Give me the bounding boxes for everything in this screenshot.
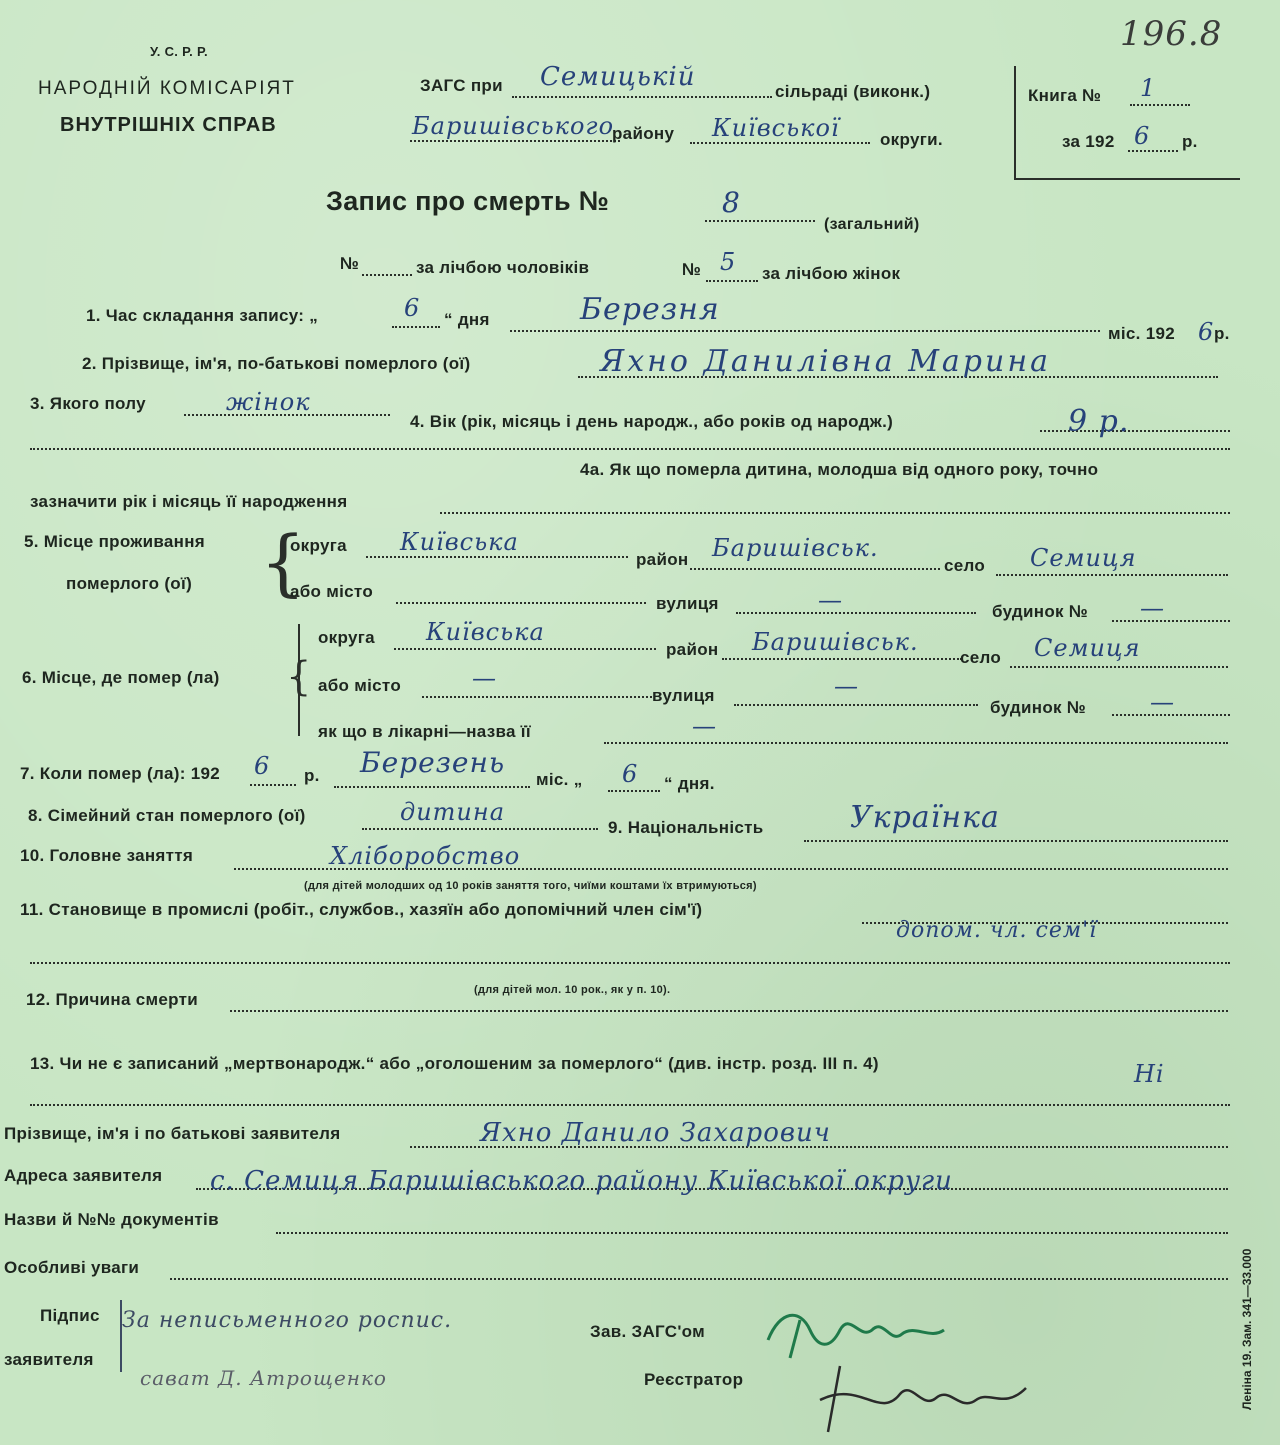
men-prefix: № <box>340 254 360 273</box>
f10-label: 10. Головне заняття <box>20 846 194 865</box>
f2-label: 2. Прізвище, ім'я, по-батькові померлого (ої) <box>82 354 471 373</box>
f1-day: 6 <box>404 294 421 322</box>
okruha-label: округи. <box>880 130 943 149</box>
f5-misto-line <box>396 602 646 604</box>
f7-label: 7. Коли помер (ла): 192 <box>20 764 221 783</box>
f13-line <box>30 1104 1230 1106</box>
women-prefix: № <box>682 260 702 279</box>
f13-value: Ні <box>1134 1060 1165 1088</box>
f4a-line1: 4а. Як що померла дитина, молодша від одного року, точно <box>580 460 1099 479</box>
title-line <box>705 220 815 222</box>
f5-vulytsia: — <box>818 586 843 614</box>
f6-misto-label: або місто <box>318 676 402 695</box>
record-title: Запис про смерть № <box>326 186 610 216</box>
f6-vulytsia-label: вулиця <box>652 686 715 705</box>
women-line <box>706 280 758 282</box>
f6-rayon-line <box>722 658 962 660</box>
address-label: Адреса заявителя <box>4 1166 163 1185</box>
f6-vulytsia-line <box>734 704 978 706</box>
applicant-sign-stroke <box>120 1300 122 1372</box>
f5-selo: Семиця <box>1030 544 1137 572</box>
okruha-line <box>690 142 870 144</box>
f5-label1: 5. Місце проживання <box>24 532 206 551</box>
commissariat-line2: ВНУТРІШНІХ СПРАВ <box>60 114 277 136</box>
f5-brace: { <box>260 520 306 604</box>
district-value: Баришівського <box>412 112 615 140</box>
notes-line <box>170 1278 1228 1280</box>
applicant-signature1: За неписьменного роспис. <box>122 1308 453 1333</box>
f5-rayon-label: район <box>636 550 689 569</box>
side-print: Леніна 19. Зам. 341—33.000 <box>1240 1248 1254 1410</box>
f5-okruha: Київська <box>400 528 519 556</box>
record-suffix: (загальний) <box>824 216 920 233</box>
applicant-sign-label1: Підпис <box>40 1306 100 1325</box>
f8-value: дитина <box>400 798 505 826</box>
f5-rayon: Баришівськ. <box>712 534 879 562</box>
f1-month: Березня <box>580 292 720 327</box>
f6-misto: — <box>472 664 497 692</box>
women-label: за лічбою жінок <box>762 264 901 283</box>
zags-prefix: ЗАГС при <box>420 76 503 95</box>
f12-label: 12. Причина смерти <box>26 990 198 1009</box>
f1-mid: “ дня <box>444 310 490 329</box>
f6-likarnia-line <box>604 742 1228 744</box>
women-number: 5 <box>720 248 737 276</box>
f9-label: 9. Національність <box>608 818 764 837</box>
f6-rayon: Баришівськ. <box>752 628 919 656</box>
f6-selo-line <box>1010 666 1228 668</box>
f6-selo-label: село <box>960 648 1002 667</box>
f7-month: Березень <box>360 746 506 779</box>
f5-selo-line <box>996 574 1228 576</box>
f7-end: “ дня. <box>664 774 715 793</box>
head-label: Зав. ЗАГС'ом <box>590 1322 705 1341</box>
registrar-signature <box>800 1360 1040 1440</box>
f6-okruha-label: округа <box>318 628 375 647</box>
f7-r: р. <box>304 766 320 785</box>
f1-month-line <box>510 330 1100 332</box>
book-line <box>1130 104 1190 106</box>
f4a-line <box>440 512 1230 514</box>
f6-rayon-label: район <box>666 640 719 659</box>
f6-misto-line <box>422 696 652 698</box>
f6-vulytsia: — <box>834 672 859 700</box>
zags-line <box>512 96 772 98</box>
f7-year: 6 <box>254 752 271 780</box>
f7-month-line <box>334 786 530 788</box>
f4-value: 9 р. <box>1068 404 1130 439</box>
address-value: с. Семиця Баришівського району Київської округи <box>210 1166 953 1196</box>
f6-brace: { <box>286 654 312 700</box>
okruha-value: Київської <box>712 114 840 142</box>
applicant-sign-label2: заявителя <box>4 1350 94 1369</box>
f11-line2 <box>30 962 1230 964</box>
district-label: району <box>612 124 675 143</box>
f5-selo-label: село <box>944 556 986 575</box>
f1-label: 1. Час складання запису: „ <box>86 306 319 325</box>
registrar-label: Реєстратор <box>644 1370 744 1389</box>
f11-label: 11. Становище в промислі (робіт., службов., хазяїн або допомічний член сім'ї) <box>20 900 703 919</box>
docs-label: Назви й №№ документів <box>4 1210 219 1229</box>
f8-label: 8. Сімейний стан померлого (ої) <box>28 806 306 825</box>
f11-note: (для дітей мол. 10 рок., як у п. 10). <box>474 984 671 996</box>
f5-okruha-label: округа <box>290 536 347 555</box>
men-line <box>362 274 412 276</box>
docs-line <box>276 1232 1228 1234</box>
f3-label: 3. Якого полу <box>30 394 146 413</box>
book-year-digit: 6 <box>1134 122 1151 150</box>
f7-mis: міс. „ <box>536 770 583 789</box>
applicant-value: Яхно Данило Захарович <box>480 1118 831 1148</box>
f3-value: жінок <box>226 388 311 416</box>
district-line <box>410 140 620 142</box>
f4a-line2: зазначити рік і місяць її народження <box>30 492 348 511</box>
f6-label: 6. Місце, де помер (ла) <box>22 668 220 687</box>
f5-rayon-line <box>690 568 940 570</box>
f1-end: р. <box>1214 324 1230 343</box>
f4-label: 4. Вік (рік, місяць і день народж., або років од народж.) <box>410 412 894 431</box>
f9-line <box>804 840 1228 842</box>
f7-year-line <box>250 784 296 786</box>
f5-label2: померлого (ої) <box>66 574 193 593</box>
f6-okruha-line <box>394 648 656 650</box>
ussr-label: У. С. Р. Р. <box>150 44 208 59</box>
f8-line <box>362 828 598 830</box>
f5-vulytsia-label: вулиця <box>656 594 719 613</box>
zags-suffix: сільраді (виконк.) <box>775 82 931 101</box>
f9-value: Українка <box>850 800 1000 835</box>
f2-value: Яхно Данилівна Марина <box>600 344 1051 379</box>
f5-okruha-line <box>366 556 628 558</box>
f4-line2 <box>30 448 1230 450</box>
f10-value: Хліборобство <box>330 842 521 870</box>
f6-likarnia: — <box>692 712 717 740</box>
book-year-label: за 192 <box>1062 132 1115 151</box>
f1-year: 6 <box>1198 318 1215 346</box>
f1-day-line <box>392 326 440 328</box>
f6-budynok: — <box>1150 688 1175 716</box>
book-label: Книга № <box>1028 86 1102 105</box>
f7-day-line <box>608 790 660 792</box>
men-label: за лічбою чоловіків <box>416 258 590 277</box>
f6-budynok-label: будинок № <box>990 698 1087 717</box>
f1-suffix: міс. 192 <box>1108 324 1175 343</box>
f7-day: 6 <box>622 760 639 788</box>
book-year-line <box>1128 150 1178 152</box>
f6-selo: Семиця <box>1034 634 1141 662</box>
book-year-suffix: р. <box>1182 132 1198 151</box>
f5-budynok-label: будинок № <box>992 602 1089 621</box>
zags-village: Семицькій <box>540 62 696 92</box>
f10-note: (для дітей молодших од 10 років заняття того, чиїми коштами їх втримуються) <box>304 880 757 892</box>
f11-value: допом. чл. сем'ї <box>896 918 1098 943</box>
archive-number: 196.8 <box>1120 14 1223 54</box>
book-box <box>1014 66 1240 180</box>
applicant-signature2: сават Д. Атрощенко <box>140 1366 387 1390</box>
f6-okruha: Київська <box>426 618 545 646</box>
f5-budynok-line <box>1112 620 1230 622</box>
f5-budynok: — <box>1140 594 1165 622</box>
f5-vulytsia-line <box>736 612 976 614</box>
book-number: 1 <box>1140 74 1157 102</box>
f5-misto-label: або місто <box>290 582 374 601</box>
f13-label: 13. Чи не є записаний „мертвонародж.“ або „оголошеним за померлого“ (див. інстр. розд. III п. 4) <box>30 1054 879 1073</box>
applicant-label: Прізвище, ім'я і по батькові заявителя <box>4 1124 341 1143</box>
commissariat-line1: НАРОДНІЙ КОМІСАРІЯТ <box>38 78 296 99</box>
f12-line <box>230 1010 1228 1012</box>
f6-likarnia-label: як що в лікарні—назва її <box>318 722 531 741</box>
notes-label: Особливі уваги <box>4 1258 140 1277</box>
record-number: 8 <box>722 186 741 219</box>
